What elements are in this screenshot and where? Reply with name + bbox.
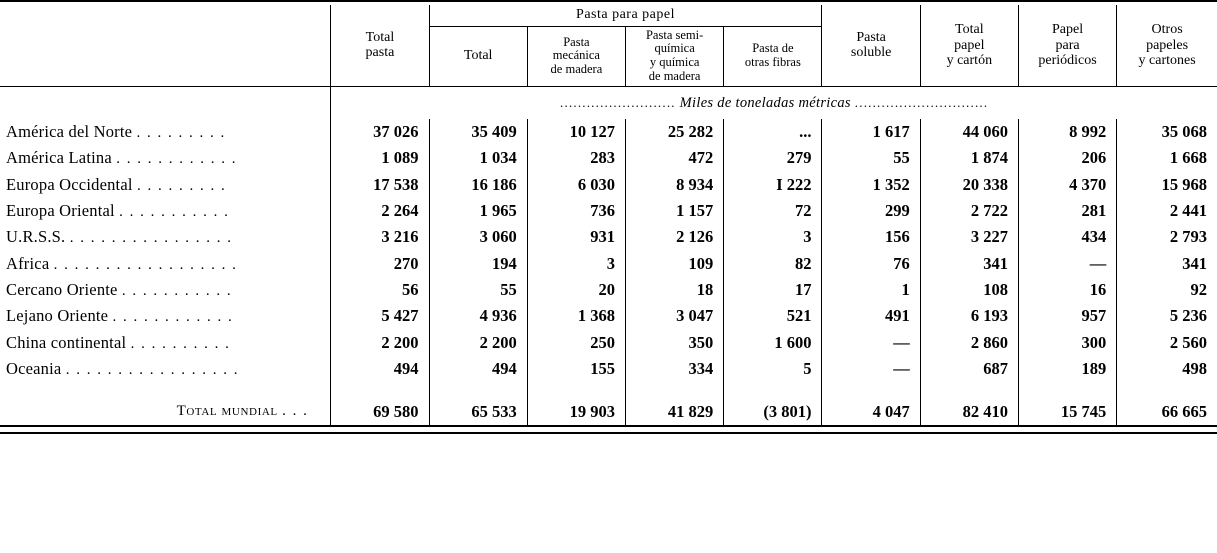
table-row — [0, 356, 1217, 382]
header-pasta-soluble — [822, 5, 920, 86]
row-label — [0, 119, 331, 145]
row-label-text: Europa Oriental — [6, 200, 115, 220]
row-label — [0, 330, 331, 356]
cell-pp-mecanica: 736 — [527, 198, 625, 224]
cell-pp-otras-fibras: 521 — [724, 303, 822, 329]
cell-papel-periodicos: 281 — [1018, 198, 1116, 224]
cell-otros-papeles: 15 968 — [1117, 171, 1217, 197]
cell-papel-periodicos: 300 — [1018, 330, 1116, 356]
total-row-leader: . . . — [282, 403, 309, 420]
header-pp-semiquimica-line2: química — [654, 41, 695, 56]
cell-pp-otras-fibras: 1 600 — [724, 330, 822, 356]
cell-pp-total: 55 — [429, 277, 527, 303]
cell-pasta-soluble: 299 — [822, 198, 920, 224]
row-leader: . . . . . . . . . . . — [119, 203, 230, 220]
header-papel-periodicos-line3: periódicos — [1038, 53, 1097, 69]
cell-papel-periodicos: 957 — [1018, 303, 1116, 329]
cell-pp-mecanica: 931 — [527, 224, 625, 250]
units-note-pad — [0, 89, 331, 119]
header-pp-otras-fibras — [724, 26, 822, 86]
row-leader: . . . . . . . . . . . . . . . . . . — [53, 256, 238, 273]
header-total-pasta-line1: Total — [365, 29, 395, 45]
header-pp-semiquimica-line4: de madera — [648, 68, 701, 83]
cell-papel-periodicos: 16 — [1018, 277, 1116, 303]
total-cell-total-pasta: 69 580 — [331, 398, 429, 425]
header-group-pasta-para-papel: Pasta para papel — [429, 5, 822, 26]
cell-total-pasta: 17 538 — [331, 171, 429, 197]
row-leader: . . . . . . . . . . . . — [116, 151, 237, 168]
units-note-row — [0, 89, 1217, 119]
cell-pp-total: 194 — [429, 251, 527, 277]
header-pp-mecanica-line3: de madera — [550, 62, 603, 77]
table-total-row — [0, 398, 1217, 425]
table-row — [0, 277, 1217, 303]
total-cell-pp-mecanica: 19 903 — [527, 398, 625, 425]
cell-pp-total: 3 060 — [429, 224, 527, 250]
cell-otros-papeles: 1 668 — [1117, 145, 1217, 171]
cell-pp-mecanica: 250 — [527, 330, 625, 356]
header-row-group — [0, 5, 1217, 26]
cell-pp-mecanica: 3 — [527, 251, 625, 277]
cell-pp-semiquimica: 3 047 — [626, 303, 724, 329]
cell-pp-mecanica: 155 — [527, 356, 625, 382]
cell-otros-papeles: 2 441 — [1117, 198, 1217, 224]
header-pp-otras-fibras-line1: Pasta de — [752, 41, 794, 56]
cell-total-papel-carton: 6 193 — [920, 303, 1018, 329]
cell-pasta-soluble: 1 352 — [822, 171, 920, 197]
table-row — [0, 145, 1217, 171]
cell-total-papel-carton: 341 — [920, 251, 1018, 277]
cell-total-pasta: 270 — [331, 251, 429, 277]
row-leader: . . . . . . . . . . . . . . . . . — [65, 362, 240, 379]
total-row-label-text: Total mundial — [176, 403, 278, 420]
cell-total-papel-carton: 44 060 — [920, 119, 1018, 145]
cell-pp-total: 16 186 — [429, 171, 527, 197]
header-pp-mecanica-line2: mecánica — [552, 48, 600, 63]
cell-otros-papeles: 498 — [1117, 356, 1217, 382]
cell-otros-papeles: 341 — [1117, 251, 1217, 277]
header-papel-periodicos-line2: para — [1055, 37, 1080, 53]
header-total-papel-carton-line2: papel — [954, 37, 985, 53]
row-label — [0, 356, 331, 382]
row-label — [0, 277, 331, 303]
cell-total-pasta: 494 — [331, 356, 429, 382]
cell-papel-periodicos: — — [1018, 251, 1116, 277]
cell-pp-semiquimica: 8 934 — [626, 171, 724, 197]
cell-pp-otras-fibras: 82 — [724, 251, 822, 277]
cell-pp-semiquimica: 2 126 — [626, 224, 724, 250]
cell-papel-periodicos: 4 370 — [1018, 171, 1116, 197]
cell-papel-periodicos: 434 — [1018, 224, 1116, 250]
total-cell-otros-papeles: 66 665 — [1117, 398, 1217, 425]
header-pp-mecanica — [527, 26, 625, 86]
cell-papel-periodicos: 189 — [1018, 356, 1116, 382]
header-papel-periodicos — [1018, 5, 1116, 86]
total-cell-pasta-soluble: 4 047 — [822, 398, 920, 425]
cell-total-papel-carton: 1 874 — [920, 145, 1018, 171]
header-total-pasta-line2: pasta — [365, 45, 395, 61]
units-leader-right: .............................. — [854, 94, 989, 110]
cell-pp-total: 35 409 — [429, 119, 527, 145]
cell-pp-mecanica: 1 368 — [527, 303, 625, 329]
row-leader: . . . . . . . . . — [136, 177, 227, 194]
cell-pp-mecanica: 20 — [527, 277, 625, 303]
table-row — [0, 251, 1217, 277]
cell-total-pasta: 2 200 — [331, 330, 429, 356]
cell-pp-otras-fibras: 3 — [724, 224, 822, 250]
units-note — [331, 89, 1217, 119]
cell-pp-otras-fibras: I 222 — [724, 171, 822, 197]
cell-pp-otras-fibras: ... — [724, 119, 822, 145]
cell-total-papel-carton: 3 227 — [920, 224, 1018, 250]
cell-pp-total: 2 200 — [429, 330, 527, 356]
header-row-label — [0, 5, 331, 86]
units-note-text: Miles de toneladas métricas — [679, 94, 851, 111]
cell-pp-semiquimica: 109 — [626, 251, 724, 277]
cell-pp-otras-fibras: 72 — [724, 198, 822, 224]
cell-total-papel-carton: 108 — [920, 277, 1018, 303]
cell-total-pasta: 5 427 — [331, 303, 429, 329]
table-row — [0, 303, 1217, 329]
table-row — [0, 330, 1217, 356]
cell-pp-total: 4 936 — [429, 303, 527, 329]
header-pp-mecanica-line1: Pasta — [563, 34, 590, 49]
cell-pasta-soluble: 491 — [822, 303, 920, 329]
cell-pp-semiquimica: 18 — [626, 277, 724, 303]
table-row — [0, 171, 1217, 197]
cell-pp-total: 494 — [429, 356, 527, 382]
row-label — [0, 198, 331, 224]
total-cell-total-papel-carton: 82 410 — [920, 398, 1018, 425]
cell-pp-semiquimica: 350 — [626, 330, 724, 356]
row-leader: . . . . . . . . . — [136, 124, 226, 141]
units-leader-left: .......................... — [560, 94, 676, 110]
cell-pp-semiquimica: 334 — [626, 356, 724, 382]
cell-total-pasta: 3 216 — [331, 224, 429, 250]
row-label — [0, 224, 331, 250]
row-label — [0, 303, 331, 329]
header-pp-semiquimica-line3: y química — [649, 55, 700, 70]
cell-total-pasta: 37 026 — [331, 119, 429, 145]
cell-otros-papeles: 92 — [1117, 277, 1217, 303]
cell-otros-papeles: 35 068 — [1117, 119, 1217, 145]
header-papel-periodicos-line1: Papel — [1052, 21, 1084, 37]
row-label-text: U.R.S.S. — [6, 227, 66, 247]
cell-papel-periodicos: 8 992 — [1018, 119, 1116, 145]
row-label-text: América del Norte — [6, 121, 133, 141]
cell-total-papel-carton: 20 338 — [920, 171, 1018, 197]
cell-pasta-soluble: 76 — [822, 251, 920, 277]
cell-pasta-soluble: — — [822, 330, 920, 356]
cell-pasta-soluble: 55 — [822, 145, 920, 171]
cell-papel-periodicos: 206 — [1018, 145, 1116, 171]
cell-otros-papeles: 2 560 — [1117, 330, 1217, 356]
cell-pp-otras-fibras: 5 — [724, 356, 822, 382]
row-label-text: Africa — [6, 253, 50, 273]
row-label-text: Oceania — [6, 359, 62, 379]
row-label-text: Cercano Oriente — [6, 280, 118, 300]
cell-pp-semiquimica: 1 157 — [626, 198, 724, 224]
total-cell-pp-otras-fibras: (3 801) — [724, 398, 822, 425]
row-leader: . . . . . . . . . . . . — [112, 309, 234, 326]
header-otros-papeles — [1117, 5, 1217, 86]
table-bottom-rule — [0, 426, 1217, 433]
table-row — [0, 224, 1217, 250]
cell-pasta-soluble: 156 — [822, 224, 920, 250]
cell-pp-total: 1 965 — [429, 198, 527, 224]
header-otros-papeles-line1: Otros — [1151, 21, 1183, 37]
header-total-papel-carton-line1: Total — [955, 21, 984, 37]
cell-total-papel-carton: 2 860 — [920, 330, 1018, 356]
cell-total-pasta: 56 — [331, 277, 429, 303]
header-pp-semiquimica-line1: Pasta semi- — [645, 27, 704, 42]
total-cell-papel-periodicos: 15 745 — [1018, 398, 1116, 425]
header-pasta-soluble-line1: Pasta — [856, 29, 886, 45]
header-total-papel-carton-line3: y cartón — [946, 53, 993, 69]
total-row-label — [0, 398, 331, 425]
row-label — [0, 145, 331, 171]
row-label-text: Lejano Oriente — [6, 306, 109, 326]
header-pasta-soluble-line2: soluble — [850, 45, 892, 61]
cell-pp-otras-fibras: 17 — [724, 277, 822, 303]
total-cell-pp-semiquimica: 41 829 — [626, 398, 724, 425]
header-total-papel-carton — [920, 5, 1018, 86]
cell-pasta-soluble: 1 617 — [822, 119, 920, 145]
cell-pp-mecanica: 10 127 — [527, 119, 625, 145]
cell-otros-papeles: 2 793 — [1117, 224, 1217, 250]
table-row — [0, 119, 1217, 145]
header-total-pasta — [331, 5, 429, 86]
row-label-text: China continental — [6, 332, 127, 352]
row-label-text: América Latina — [6, 148, 112, 168]
row-label-text: Europa Occidental — [6, 174, 133, 194]
cell-otros-papeles: 5 236 — [1117, 303, 1217, 329]
cell-total-pasta: 2 264 — [331, 198, 429, 224]
total-cell-pp-total: 65 533 — [429, 398, 527, 425]
header-otros-papeles-line3: y cartones — [1138, 53, 1196, 69]
cell-pp-semiquimica: 25 282 — [626, 119, 724, 145]
row-leader: . . . . . . . . . . . . . . . . — [69, 230, 233, 247]
cell-pp-mecanica: 6 030 — [527, 171, 625, 197]
cell-total-papel-carton: 687 — [920, 356, 1018, 382]
header-pp-semiquimica — [626, 26, 724, 86]
cell-pasta-soluble: — — [822, 356, 920, 382]
row-leader: . . . . . . . . . . — [130, 335, 231, 352]
row-label — [0, 251, 331, 277]
cell-pasta-soluble: 1 — [822, 277, 920, 303]
row-leader: . . . . . . . . . . . — [121, 283, 233, 300]
cell-pp-mecanica: 283 — [527, 145, 625, 171]
header-pp-otras-fibras-line2: otras fibras — [744, 55, 801, 70]
header-pp-total-line1: Total — [463, 48, 493, 64]
table-row — [0, 198, 1217, 224]
header-pp-total — [429, 26, 527, 86]
cell-pp-total: 1 034 — [429, 145, 527, 171]
cell-pp-semiquimica: 472 — [626, 145, 724, 171]
header-otros-papeles-line2: papeles — [1146, 37, 1189, 53]
pre-total-spacer — [0, 382, 1217, 398]
cell-total-pasta: 1 089 — [331, 145, 429, 171]
cell-total-papel-carton: 2 722 — [920, 198, 1018, 224]
row-label — [0, 171, 331, 197]
cell-pp-otras-fibras: 279 — [724, 145, 822, 171]
